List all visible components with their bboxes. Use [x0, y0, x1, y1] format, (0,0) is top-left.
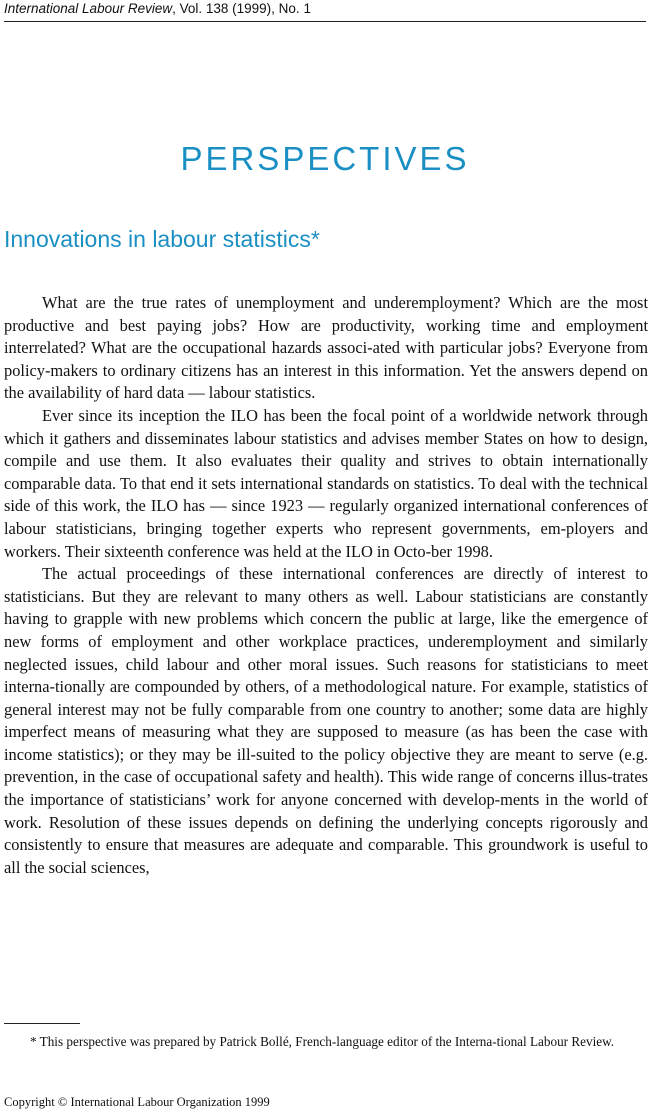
- footnote-divider: [4, 1023, 80, 1024]
- section-title: PERSPECTIVES: [180, 140, 470, 177]
- footnote: * This perspective was prepared by Patrick Bollé, French-language editor of the Interna-tional Labour Review.: [30, 1034, 615, 1049]
- paragraph: Ever since its inception the ILO has been the focal point of a worldwide network through which it gathers and disseminates labour statistics and advises member States on how to design, compile and use them. It also evaluates their quality and strives to obtain internationally comparable data. To that end it sets international standards on statistics. To deal with the technical side of this work, the ILO has — since 1923 — regularly organized international conferences of labour statisticians, bringing together experts who represent governments, em-ployers and workers. Their sixteenth conference was held at the ILO in Octo-ber 1998.: [4, 405, 648, 561]
- copyright-notice: Copyright © International Labour Organization 1999: [4, 1095, 270, 1109]
- journal-name: International Labour Review: [4, 1, 173, 16]
- article-body: [4, 292, 648, 879]
- running-head: [4, 0, 646, 22]
- paragraph: What are the true rates of unemployment and underemployment? Which are the most productive and best paying jobs? How are productivity, working time and employment interrelated? What are the occupational hazards associ-ated with particular jobs? Everyone from policy-makers to ordinary citizens has an interest in this information. Yet the answers depend on the availability of hard data — labour statistics.: [4, 293, 648, 403]
- journal-issue: , Vol. 138 (1999), No. 1: [172, 1, 311, 16]
- article-title: Innovations in labour statistics*: [4, 226, 320, 252]
- paragraph: The actual proceedings of these international conferences are directly of interest to statisticians. But they are relevant to many others as well. Labour statisticians are constantly having to grapple with new problems which concern the public at large, like the emergence of new forms of employment and other workplace practices, underemployment and similarly neglected issues, child labour and other moral issues. Such reasons for statisticians to meet interna-tionally are compounded by others, of a methodological nature. For example, statistics of general interest may not be fully comparable from one country to another; some data are highly imperfect means of measuring what they are supposed to measure (as has been the case with income statistics); or they may be ill-suited to the policy objective they are meant to serve (e.g. prevention, in the case of occupational safety and health). This wide range of concerns illus-trates the importance of statisticians’ work for anyone concerned with develop-ments in the world of work. Resolution of these issues depends on defining the underlying concepts rigorously and consistently to ensure that measures are adequate and comparable. This groundwork is useful to all the social sciences,: [4, 564, 648, 877]
